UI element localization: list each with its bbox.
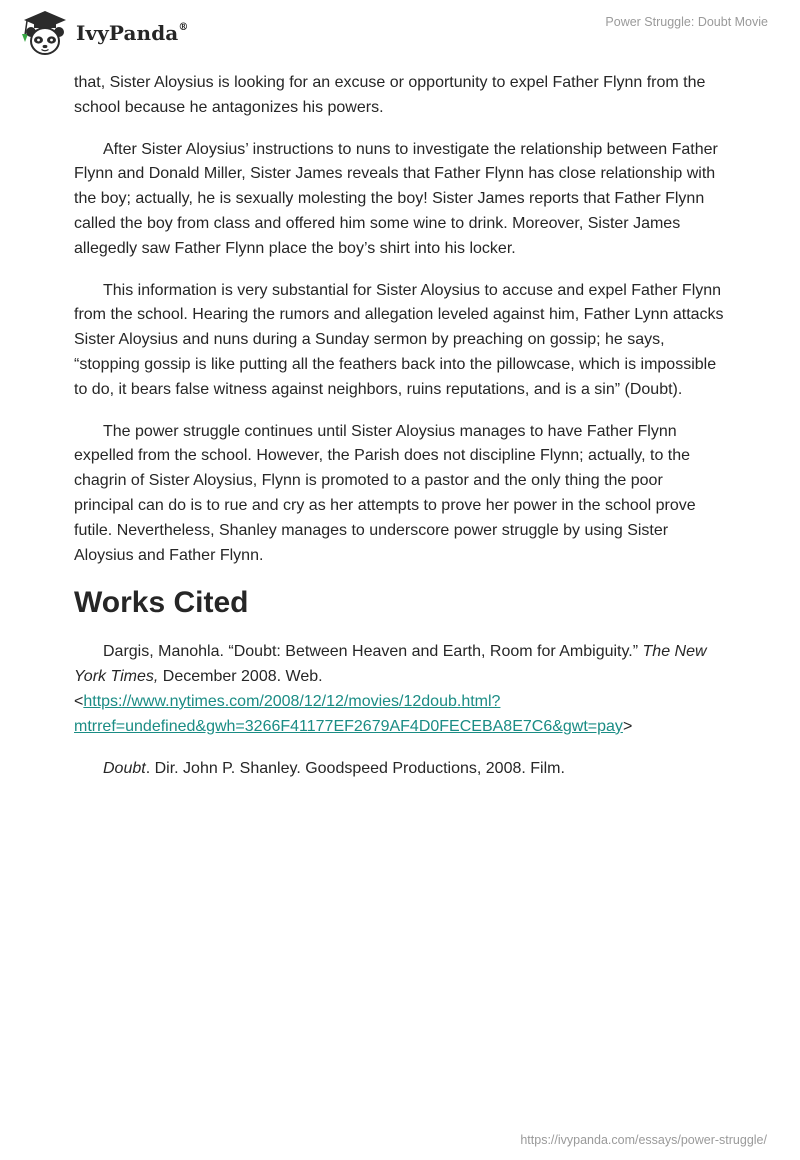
- citation-dargis: [74, 640, 726, 739]
- works-cited-heading: Works Cited: [74, 586, 249, 620]
- logo-name: IvyPanda: [76, 21, 179, 45]
- registered-mark: ®: [178, 22, 189, 33]
- document-title: Power Struggle: Doubt Movie: [605, 15, 768, 29]
- footer-url: https://ivypanda.com/essays/power-struggle/: [520, 1133, 767, 1147]
- essay-content: [74, 71, 726, 798]
- citation-doubt: [74, 757, 726, 782]
- panda-graduate-icon: [14, 8, 72, 58]
- open-bracket: <: [74, 692, 84, 710]
- ivypanda-logo[interactable]: [14, 8, 188, 58]
- citation-author-title: Dargis, Manohla. “Doubt: Between Heaven and Earth, Room for Ambiguity.”: [103, 643, 643, 661]
- citation-date: December 2008. Web.: [158, 668, 323, 686]
- citation-source: The New York Times,: [74, 643, 707, 686]
- paragraph-4: The power struggle continues until Sister Aloysius manages to have Father Flynn expelled from the school. However, the Parish does not discipline Flynn; actually, to the chagrin of Sister Aloysius, Flynn is promoted to a pastor and the only thing the poor principal can do is to rue and cry as her attempts to prove her power in the school prove futile. Nevertheless, Shanley manages to underscore power struggle by using Sister Aloysius and Father Flynn.: [74, 422, 696, 564]
- citation-film-details: . Dir. John P. Shanley. Goodspeed Productions, 2008. Film.: [145, 759, 565, 777]
- paragraph-1: that, Sister Aloysius is looking for an excuse or opportunity to expel Father Flynn from the school because he antagonizes his powers.: [74, 74, 706, 116]
- citation-url-link[interactable]: https://www.nytimes.com/2008/12/12/movies/12doub.html?mtrref=undefined&gwh=3266F41177EF2679AF4D0FECEBA8E7C6&gwt=pay: [74, 692, 623, 735]
- page-header: [0, 0, 800, 70]
- citation-film-title: Doubt: [103, 759, 146, 777]
- close-bracket: >: [622, 717, 633, 735]
- logo-text: [76, 21, 188, 45]
- paragraph-3: This information is very substantial for Sister Aloysius to accuse and expel Father Flynn from the school. Hearing the rumors and allegation leveled against him, Father Lynn attacks Sister Aloysius and nuns during a Sunday sermon by preaching on gossip; he says, “stopping gossip is like putting all the feathers back into the pillowcase, which is impossible to do, it bears false witness against neighbors, ruins reputations, and is a sin” (Doubt).: [74, 281, 724, 398]
- paragraph-2: After Sister Aloysius’ instructions to nuns to investigate the relationship between Father Flynn and Donald Miller, Sister James reveals that Father Flynn has close relationship with the boy; actually, he is sexually molesting the boy! Sister James reports that Father Flynn called the boy from class and offered him some wine to drink. Moreover, Sister James allegedly saw Father Flynn place the boy’s shirt into his locker.: [74, 140, 718, 257]
